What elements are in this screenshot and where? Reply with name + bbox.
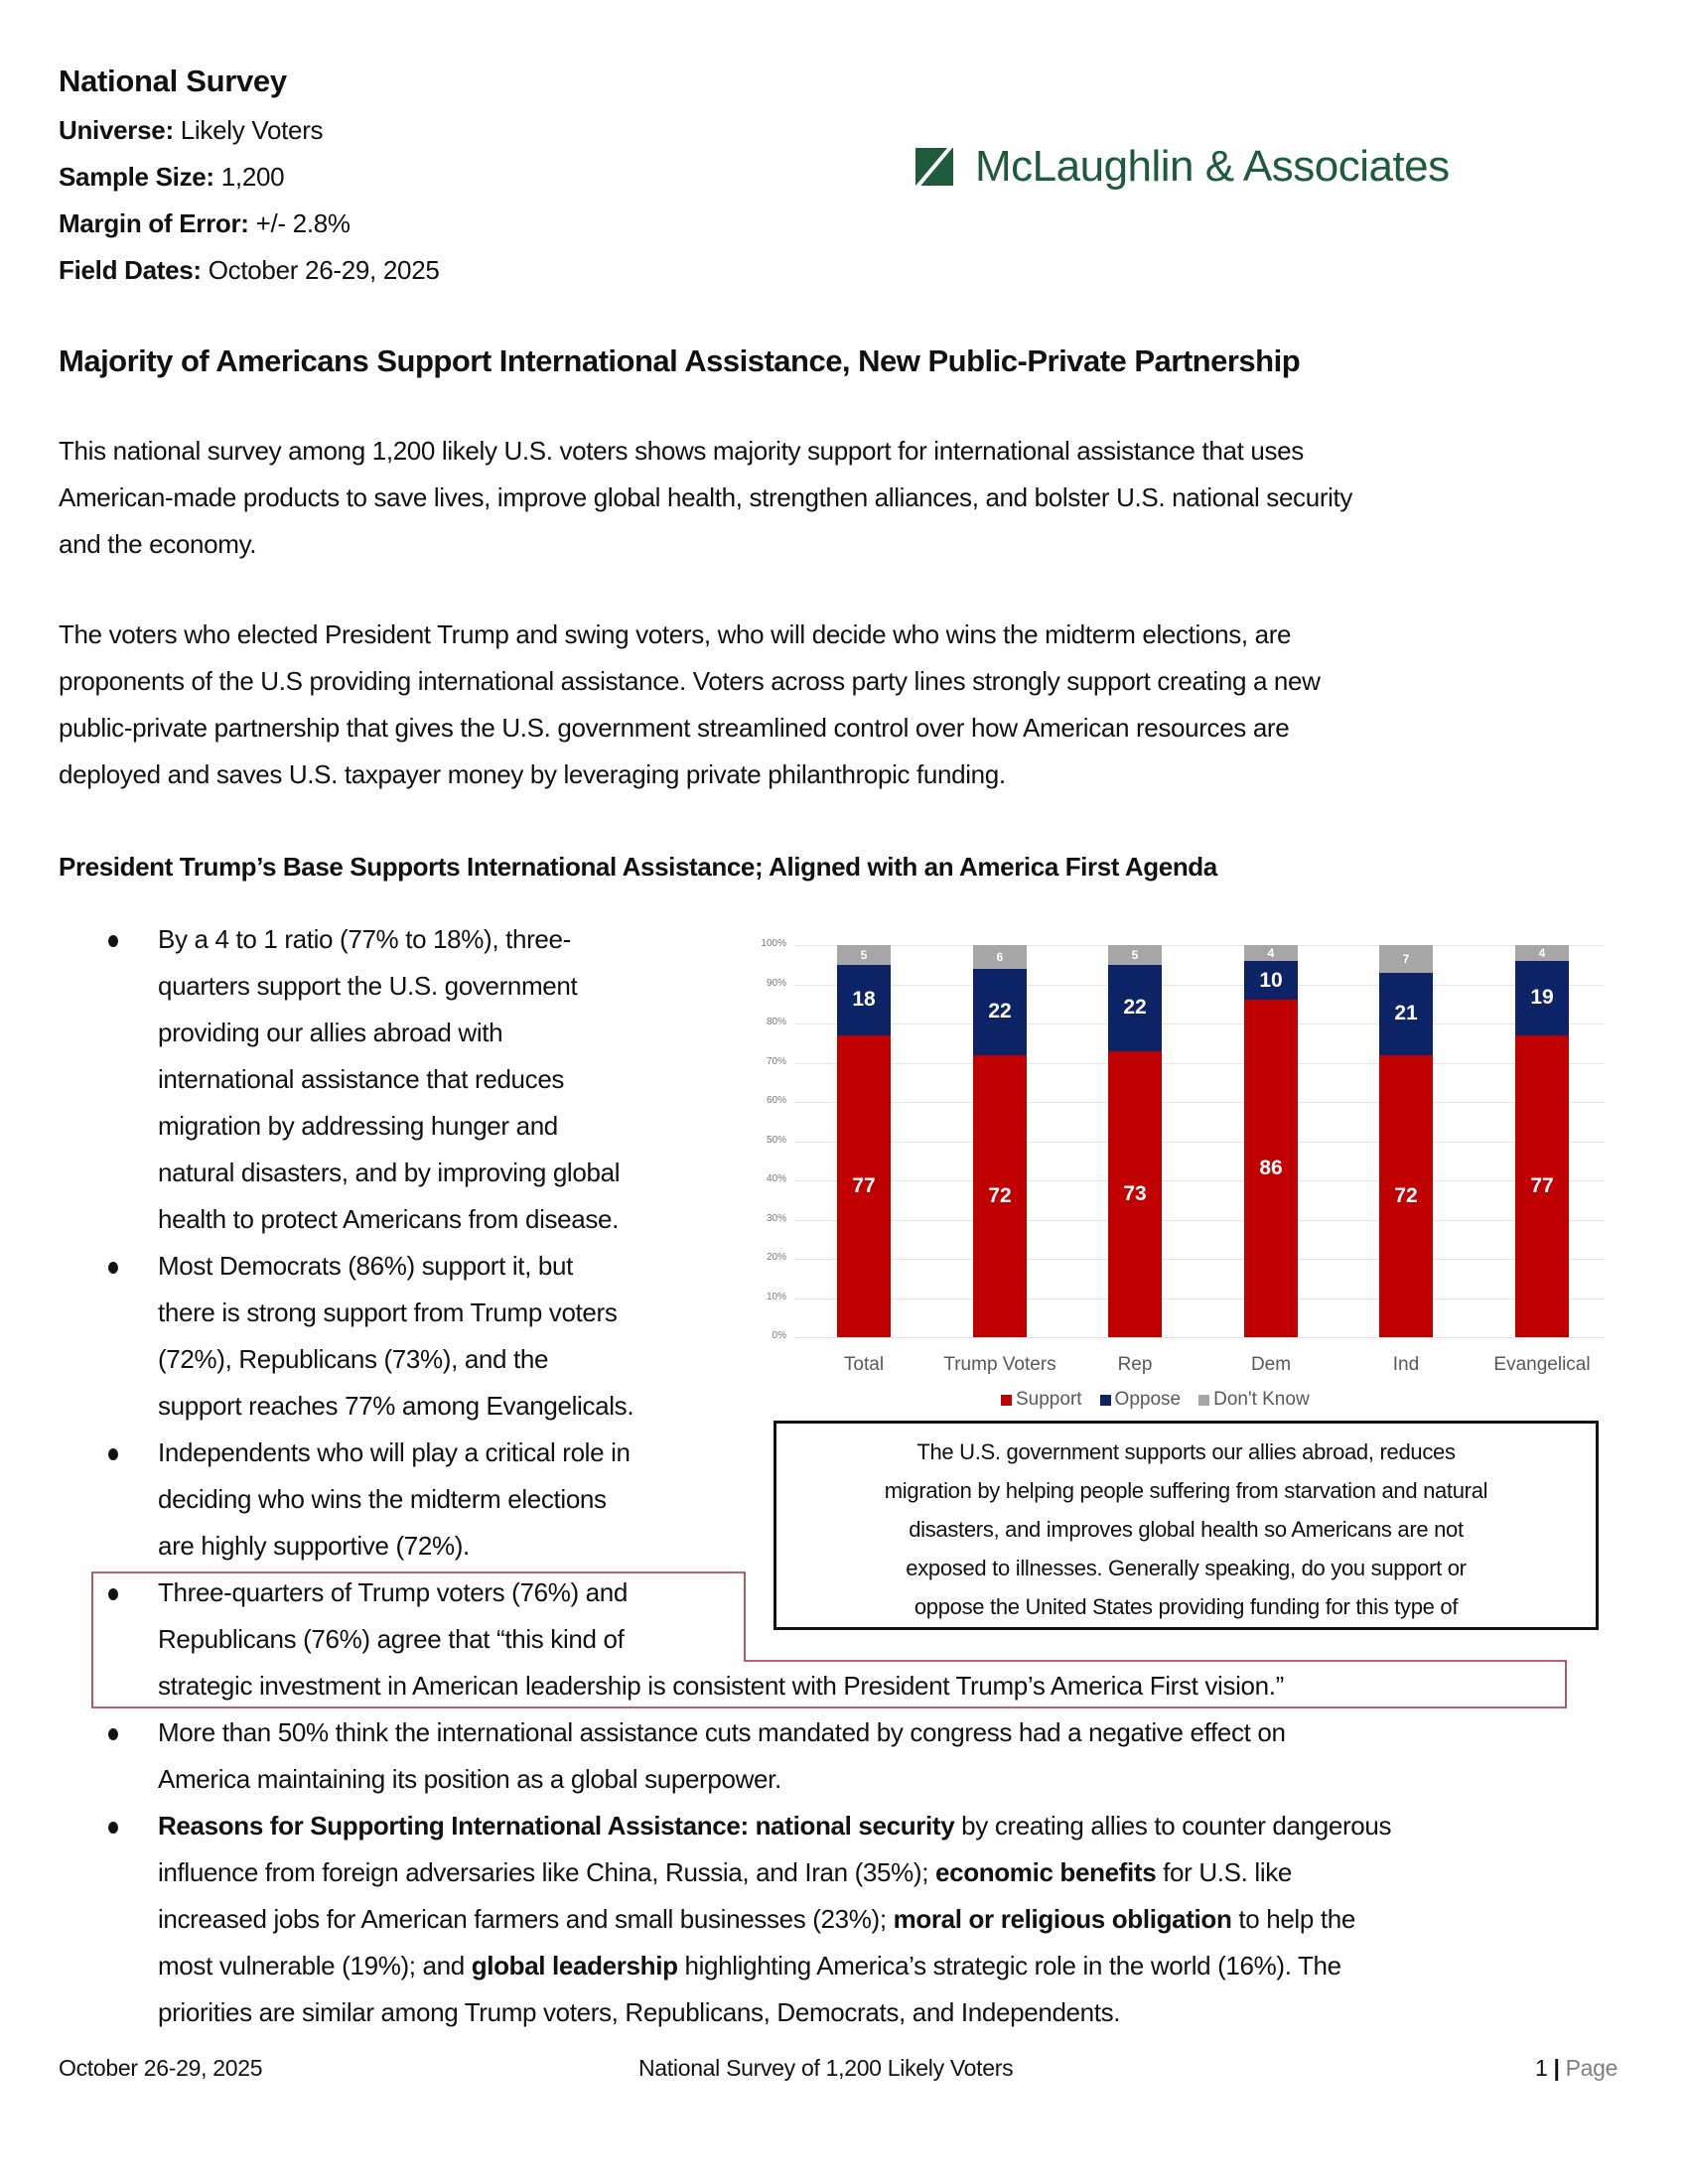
bold-phrase: moral or religious obligation xyxy=(893,1904,1232,1934)
question-line: The U.S. government supports our allies abroad, reduces xyxy=(916,1439,1456,1464)
bullet-icon xyxy=(108,1262,118,1274)
bullet-icon xyxy=(108,1822,118,1834)
legend-swatch-icon xyxy=(1001,1395,1012,1406)
gridline xyxy=(794,1180,1605,1181)
bullet-icon xyxy=(108,1588,118,1600)
paragraph-line: The voters who elected President Trump and swing voters, who will decide who wins the midterm elections, are xyxy=(59,619,1292,649)
bullet-text xyxy=(158,916,620,1243)
y-axis-tick-label: 100% xyxy=(761,938,786,949)
section-title: President Trump’s Base Supports International Assistance; Aligned with an America First Agenda xyxy=(59,852,1217,882)
bar-segment-support: 73 xyxy=(1108,1051,1162,1337)
x-axis-category-label: Dem xyxy=(1250,1354,1292,1375)
question-line: migration by helping people suffering from starvation and natural xyxy=(884,1478,1488,1503)
bar-segment-oppose: 22 xyxy=(1108,965,1162,1051)
legend-swatch-icon xyxy=(1100,1395,1111,1406)
legend-label: Support xyxy=(1016,1389,1082,1410)
bullet-line: international assistance that reduces xyxy=(158,1064,565,1094)
bullet-text xyxy=(158,1709,1286,1803)
bullet-line xyxy=(158,1849,1391,1896)
bullet-line: migration by addressing hunger and xyxy=(158,1111,558,1141)
intro-paragraph xyxy=(59,428,1647,568)
meta-label: Sample Size: xyxy=(59,162,214,192)
footer-date: October 26-29, 2025 xyxy=(59,2055,263,2081)
question-wording-box xyxy=(774,1421,1599,1630)
bullet-icon xyxy=(108,935,118,947)
page-label: Page xyxy=(1565,2055,1618,2081)
meta-value: 1,200 xyxy=(220,162,285,192)
legend-item xyxy=(1100,1389,1182,1411)
bullet-line: support reaches 77% among Evangelicals. xyxy=(158,1391,634,1421)
slashed-square-logo-icon xyxy=(915,148,953,186)
survey-title: National Survey xyxy=(59,64,287,98)
bullet-line: providing our allies abroad with xyxy=(158,1018,503,1047)
meta-value: +/- 2.8% xyxy=(255,208,351,238)
gridline xyxy=(794,1142,1605,1143)
x-axis-category-label: Trump Voters xyxy=(943,1354,1056,1375)
bullet-line: health to protect Americans from disease. xyxy=(158,1204,619,1234)
bullet-line: natural disasters, and by improving global xyxy=(158,1158,621,1187)
bullet-line: Independents who will play a critical role in xyxy=(158,1437,631,1467)
text-run: to help the xyxy=(1231,1904,1355,1934)
legend-item xyxy=(1001,1389,1082,1411)
bar-segment-oppose: 10 xyxy=(1244,961,1298,1001)
bar-segment-support: 72 xyxy=(973,1055,1027,1337)
bold-phrase: Reasons for Supporting International Assistance: national security xyxy=(158,1811,955,1841)
bar-segment-don-t-know: 4 xyxy=(1244,945,1298,961)
meta-label: Universe: xyxy=(59,115,174,145)
meta-value: Likely Voters xyxy=(180,115,324,145)
x-axis-category-label: Evangelical xyxy=(1493,1354,1591,1375)
question-line: exposed to illnesses. Generally speaking, do you support or xyxy=(906,1556,1467,1580)
chart-legend xyxy=(1001,1389,1310,1411)
bullet-line: America maintaining its position as a global superpower. xyxy=(158,1764,781,1794)
bar-segment-support: 72 xyxy=(1379,1055,1433,1337)
bullet-line: deciding who wins the midterm elections xyxy=(158,1484,607,1514)
y-axis-tick-label: 40% xyxy=(766,1173,786,1184)
y-axis-tick-label: 90% xyxy=(766,977,786,989)
gridline xyxy=(794,1220,1605,1221)
meta-label: Margin of Error: xyxy=(59,208,249,238)
page-number: 1 xyxy=(1535,2055,1548,2081)
y-axis-tick-label: 50% xyxy=(766,1134,786,1146)
bar-segment-oppose: 19 xyxy=(1515,961,1569,1035)
gridline xyxy=(794,945,1605,946)
legend-item xyxy=(1198,1389,1310,1411)
y-axis-tick-label: 70% xyxy=(766,1055,786,1067)
meta-field-dates xyxy=(59,255,440,286)
paragraph-line: public-private partnership that gives the U.S. government streamlined control over how American resources are xyxy=(59,713,1290,743)
bullet-line xyxy=(158,1943,1391,1989)
text-run: most vulnerable (19%); and xyxy=(158,1951,472,1980)
bar-segment-don-t-know: 5 xyxy=(1108,945,1162,965)
text-run: priorities are similar among Trump voters, Republicans, Democrats, and Independents. xyxy=(158,1997,1121,2027)
footer-title: National Survey of 1,200 Likely Voters xyxy=(638,2055,1014,2081)
meta-value: October 26-29, 2025 xyxy=(208,255,440,285)
bullet-text xyxy=(158,1430,631,1570)
text-run: increased jobs for American farmers and small businesses (23%); xyxy=(158,1904,894,1934)
y-axis-tick-label: 0% xyxy=(772,1330,786,1341)
gridline xyxy=(794,1259,1605,1260)
x-axis-category-label: Total xyxy=(843,1354,885,1375)
text-run: for U.S. like xyxy=(1156,1857,1293,1887)
bullet-line: strategic investment in American leadership is consistent with President Trump’s America First vision.” xyxy=(158,1671,1284,1701)
y-axis-tick-label: 30% xyxy=(766,1212,786,1224)
bullet-line: More than 50% think the international assistance cuts mandated by congress had a negative effect on xyxy=(158,1717,1286,1747)
x-axis-category-label: Rep xyxy=(1117,1354,1153,1375)
bar-segment-oppose: 18 xyxy=(837,965,891,1035)
legend-label: Don't Know xyxy=(1213,1389,1310,1410)
bullet-icon xyxy=(108,1448,118,1460)
bullet-line: By a 4 to 1 ratio (77% to 18%), three- xyxy=(158,924,571,954)
bullet-line: Most Democrats (86%) support it, but xyxy=(158,1251,573,1281)
paragraph-line: deployed and saves U.S. taxpayer money by leveraging private philanthropic funding. xyxy=(59,759,1006,789)
bullet-line: Three-quarters of Trump voters (76%) and xyxy=(158,1577,628,1607)
page-indicator xyxy=(1535,2055,1618,2082)
bullet-line: are highly supportive (72%). xyxy=(158,1531,470,1561)
bullet-line: there is strong support from Trump voters xyxy=(158,1297,618,1327)
bullet-line xyxy=(158,1896,1391,1943)
x-axis-category-label: Ind xyxy=(1392,1354,1420,1375)
bullet-line: quarters support the U.S. government xyxy=(158,971,578,1001)
paragraph-line: proponents of the U.S providing international assistance. Voters across party lines strongly support creating a new xyxy=(59,666,1321,696)
question-line: disasters, and improves global health so Americans are not xyxy=(909,1517,1464,1542)
bar-segment-don-t-know: 4 xyxy=(1515,945,1569,961)
gridline xyxy=(794,1298,1605,1299)
y-axis-tick-label: 80% xyxy=(766,1017,786,1027)
bullet-line xyxy=(158,1989,1391,2036)
text-run: influence from foreign adversaries like China, Russia, and Iran (35%); xyxy=(158,1857,935,1887)
page-headline: Majority of Americans Support International Assistance, New Public-Private Partnership xyxy=(59,343,1301,378)
bar-segment-oppose: 22 xyxy=(973,969,1027,1055)
y-axis-tick-label: 20% xyxy=(766,1252,786,1263)
bar-segment-support: 77 xyxy=(1515,1035,1569,1337)
bar-segment-don-t-know: 6 xyxy=(973,945,1027,969)
text-run: highlighting America’s strategic role in the world (16%). The xyxy=(677,1951,1341,1980)
bullet-text xyxy=(158,1803,1391,2036)
meta-margin-of-error xyxy=(59,208,351,239)
legend-label: Oppose xyxy=(1114,1389,1182,1410)
bullet-text xyxy=(158,1243,633,1430)
question-line: oppose the United States providing funding for this type of xyxy=(914,1594,1459,1619)
gridline xyxy=(794,985,1605,986)
bar-segment-support: 77 xyxy=(837,1035,891,1337)
bar-segment-don-t-know: 7 xyxy=(1379,945,1433,973)
stacked-bar-chart xyxy=(735,923,1628,1420)
page-separator: | xyxy=(1553,2055,1560,2081)
legend-swatch-icon xyxy=(1198,1395,1209,1406)
text-run: by creating allies to counter dangerous xyxy=(954,1811,1392,1841)
bar-segment-don-t-know: 5 xyxy=(837,945,891,965)
bullet-line xyxy=(158,1803,1391,1849)
context-paragraph xyxy=(59,612,1647,798)
meta-universe xyxy=(59,115,323,146)
gridline xyxy=(794,1063,1605,1064)
question-text xyxy=(776,1433,1596,1626)
meta-label: Field Dates: xyxy=(59,255,202,285)
paragraph-line: American-made products to save lives, improve global health, strengthen alliances, and bolster U.S. national security xyxy=(59,482,1353,512)
bullet-line: Republicans (76%) agree that “this kind of xyxy=(158,1624,625,1654)
bar-segment-oppose: 21 xyxy=(1379,973,1433,1055)
paragraph-line: This national survey among 1,200 likely U.S. voters shows majority support for international assistance that uses xyxy=(59,436,1304,466)
y-axis-tick-label: 60% xyxy=(766,1095,786,1106)
logo-text: McLaughlin & Associates xyxy=(975,142,1450,191)
bar-segment-support: 86 xyxy=(1244,1000,1298,1337)
y-axis-tick-label: 10% xyxy=(766,1291,786,1302)
bullet-icon xyxy=(108,1728,118,1740)
bullet-line: (72%), Republicans (73%), and the xyxy=(158,1344,549,1374)
gridline xyxy=(794,1337,1605,1338)
paragraph-line: and the economy. xyxy=(59,529,257,559)
meta-sample-size xyxy=(59,162,284,193)
bold-phrase: economic benefits xyxy=(934,1857,1157,1887)
company-logo xyxy=(915,137,1450,197)
gridline xyxy=(794,1102,1605,1103)
bold-phrase: global leadership xyxy=(471,1951,678,1980)
